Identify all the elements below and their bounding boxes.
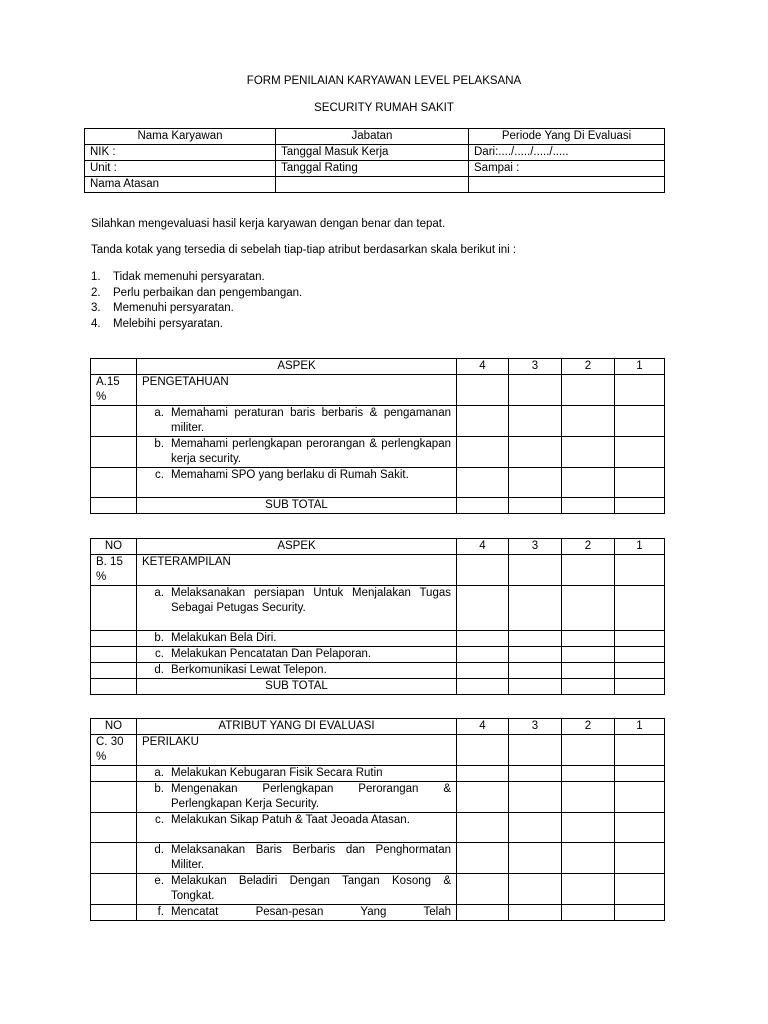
score-4-header: 4 (457, 719, 509, 735)
no-header: NO (91, 539, 137, 555)
aspect-table-keterampilan (90, 538, 665, 695)
score-cell[interactable] (562, 735, 615, 766)
instruction-scale-text: Tanda kotak yang tersedia di sebelah tiap-tiap atribut berdasarkan skala berikut ini : (91, 244, 517, 256)
aspect-table-pengetahuan (90, 358, 665, 514)
section-category: PERILAKU (137, 735, 457, 766)
score-cell[interactable] (509, 406, 562, 437)
score-cell[interactable] (457, 437, 509, 468)
score-cell[interactable] (562, 498, 615, 514)
score-cell[interactable] (562, 647, 615, 663)
tanggal-masuk-field[interactable]: Tanggal Masuk Kerja (276, 145, 469, 161)
nik-field[interactable]: NIK : (85, 145, 276, 161)
score-cell[interactable] (562, 766, 615, 782)
score-cell[interactable] (615, 905, 665, 921)
score-cell[interactable] (562, 631, 615, 647)
no-header: NO (91, 719, 137, 735)
no-header (91, 359, 137, 375)
scale-list (91, 270, 302, 332)
score-cell[interactable] (615, 406, 665, 437)
nama-atasan-field[interactable]: Nama Atasan (85, 177, 276, 193)
score-cell[interactable] (615, 437, 665, 468)
score-cell[interactable] (457, 735, 509, 766)
score-cell[interactable] (615, 468, 665, 498)
score-cell[interactable] (615, 586, 665, 631)
score-cell[interactable] (509, 437, 562, 468)
score-1-header: 1 (615, 719, 665, 735)
score-cell[interactable] (457, 782, 509, 813)
score-cell[interactable] (562, 375, 615, 406)
section-code: A.15 % (91, 375, 137, 406)
tanggal-rating-field[interactable]: Tanggal Rating (276, 161, 469, 177)
score-cell[interactable] (457, 555, 509, 586)
aspect-item: d. Melaksanakan Baris Berbaris dan Penghormatan Militer. (154, 844, 451, 871)
aspect-item: c. Melakukan Sikap Patuh & Taat Jeoada Atasan. (155, 814, 410, 826)
score-cell[interactable] (615, 555, 665, 586)
aspect-item: a. Melakukan Kebugaran Fisik Secara Rutin (154, 767, 383, 779)
score-cell[interactable] (615, 874, 665, 905)
score-cell[interactable] (562, 555, 615, 586)
score-cell[interactable] (509, 874, 562, 905)
scale-item: 3. Memenuhi persyaratan. (91, 302, 234, 314)
score-cell[interactable] (509, 782, 562, 813)
score-cell[interactable] (457, 498, 509, 514)
aspect-item: c. Memahami SPO yang berlaku di Rumah Sakit. (155, 469, 409, 481)
score-cell[interactable] (509, 631, 562, 647)
score-3-header: 3 (509, 539, 562, 555)
score-cell[interactable] (457, 631, 509, 647)
score-cell[interactable] (562, 782, 615, 813)
atribut-header: ATRIBUT YANG DI EVALUASI (137, 719, 457, 735)
form-title: FORM PENILAIAN KARYAWAN LEVEL PELAKSANA (246, 75, 522, 87)
scale-item: 1. Tidak memenuhi persyaratan. (91, 271, 265, 283)
score-cell[interactable] (509, 468, 562, 498)
score-cell[interactable] (562, 679, 615, 695)
section-category: PENGETAHUAN (137, 375, 457, 406)
score-cell[interactable] (615, 631, 665, 647)
instruction-text: Silahkan mengevaluasi hasil kerja karyawan dengan benar dan tepat. (91, 218, 446, 230)
score-cell[interactable] (457, 766, 509, 782)
score-cell[interactable] (457, 586, 509, 631)
score-4-header: 4 (457, 359, 509, 375)
score-cell[interactable] (457, 874, 509, 905)
periode-sampai-field[interactable]: Sampai : (469, 161, 665, 177)
score-3-header: 3 (509, 719, 562, 735)
aspect-item: b. Memahami perlengkapan perorangan & perlengkapan kerja security. (154, 438, 451, 465)
score-cell[interactable] (562, 586, 615, 631)
aspect-table-perilaku (90, 718, 665, 921)
score-cell[interactable] (615, 735, 665, 766)
score-cell[interactable] (562, 905, 615, 921)
section-category: KETERAMPILAN (137, 555, 457, 586)
score-cell[interactable] (615, 843, 665, 874)
score-cell[interactable] (509, 586, 562, 631)
aspect-item: e. Melakukan Beladiri Dengan Tangan Kosong & Tongkat. (154, 875, 451, 902)
header-jabatan: Jabatan (276, 129, 469, 145)
aspect-item: a. Melaksanakan persiapan Untuk Menjalakan Tugas Sebagai Petugas Security. (154, 587, 451, 614)
score-cell[interactable] (562, 406, 615, 437)
subtotal-label: SUB TOTAL (137, 679, 457, 695)
score-cell[interactable] (562, 843, 615, 874)
empty-cell (469, 177, 665, 193)
aspect-item: d. Berkomunikasi Lewat Telepon. (154, 664, 327, 676)
score-cell[interactable] (509, 375, 562, 406)
score-cell[interactable] (457, 813, 509, 843)
score-cell[interactable] (562, 468, 615, 498)
score-cell[interactable] (615, 647, 665, 663)
aspek-header: ASPEK (137, 539, 457, 555)
score-2-header: 2 (562, 539, 615, 555)
form-subtitle: SECURITY RUMAH SAKIT (314, 102, 454, 114)
header-periode: Periode Yang Di Evaluasi (469, 129, 665, 145)
score-1-header: 1 (615, 539, 665, 555)
score-cell[interactable] (509, 663, 562, 679)
score-cell[interactable] (615, 679, 665, 695)
score-cell[interactable] (562, 874, 615, 905)
score-3-header: 3 (509, 359, 562, 375)
section-code: B. 15 % (91, 555, 137, 586)
periode-dari-field[interactable]: Dari:..../...../...../..... (469, 145, 665, 161)
score-cell[interactable] (615, 498, 665, 514)
aspek-header: ASPEK (137, 359, 457, 375)
unit-field[interactable]: Unit : (85, 161, 276, 177)
score-cell[interactable] (457, 406, 509, 437)
score-cell[interactable] (615, 782, 665, 813)
score-cell[interactable] (509, 843, 562, 874)
score-2-header: 2 (562, 359, 615, 375)
header-nama-karyawan: Nama Karyawan (85, 129, 276, 145)
score-cell[interactable] (562, 437, 615, 468)
employee-info-table (84, 128, 665, 193)
score-cell[interactable] (615, 766, 665, 782)
score-cell[interactable] (509, 498, 562, 514)
score-cell[interactable] (457, 905, 509, 921)
score-cell[interactable] (615, 375, 665, 406)
score-cell[interactable] (509, 679, 562, 695)
empty-cell (276, 177, 469, 193)
score-cell[interactable] (457, 663, 509, 679)
scale-item: 4. Melebihi persyaratan. (91, 317, 223, 330)
score-cell[interactable] (509, 813, 562, 843)
score-cell[interactable] (457, 843, 509, 874)
aspect-item: b. Mengenakan Perlengkapan Perorangan & Perlengkapan Kerja Security. (154, 783, 451, 810)
score-1-header: 1 (615, 359, 665, 375)
scale-item: 2. Perlu perbaikan dan pengembangan. (91, 286, 303, 299)
score-cell[interactable] (615, 813, 665, 843)
aspect-item: a. Memahami peraturan baris berbaris & pengamanan militer. (154, 407, 451, 434)
score-cell[interactable] (562, 663, 615, 679)
aspect-item: f. Mencatat Pesan-pesan Yang Telah (157, 906, 451, 918)
aspect-item: b. Melakukan Bela Diri. (154, 632, 277, 644)
score-cell[interactable] (509, 555, 562, 586)
score-cell[interactable] (457, 679, 509, 695)
score-cell[interactable] (457, 375, 509, 406)
score-4-header: 4 (457, 539, 509, 555)
score-cell[interactable] (457, 647, 509, 663)
score-cell[interactable] (562, 813, 615, 843)
section-code: C. 30 % (91, 735, 137, 766)
score-cell[interactable] (509, 905, 562, 921)
score-cell[interactable] (615, 663, 665, 679)
score-cell[interactable] (457, 468, 509, 498)
score-2-header: 2 (562, 719, 615, 735)
score-cell[interactable] (509, 766, 562, 782)
score-cell[interactable] (509, 647, 562, 663)
aspect-item: c. Melakukan Pencatatan Dan Pelaporan. (155, 648, 372, 660)
subtotal-label: SUB TOTAL (137, 498, 457, 514)
score-cell[interactable] (509, 735, 562, 766)
